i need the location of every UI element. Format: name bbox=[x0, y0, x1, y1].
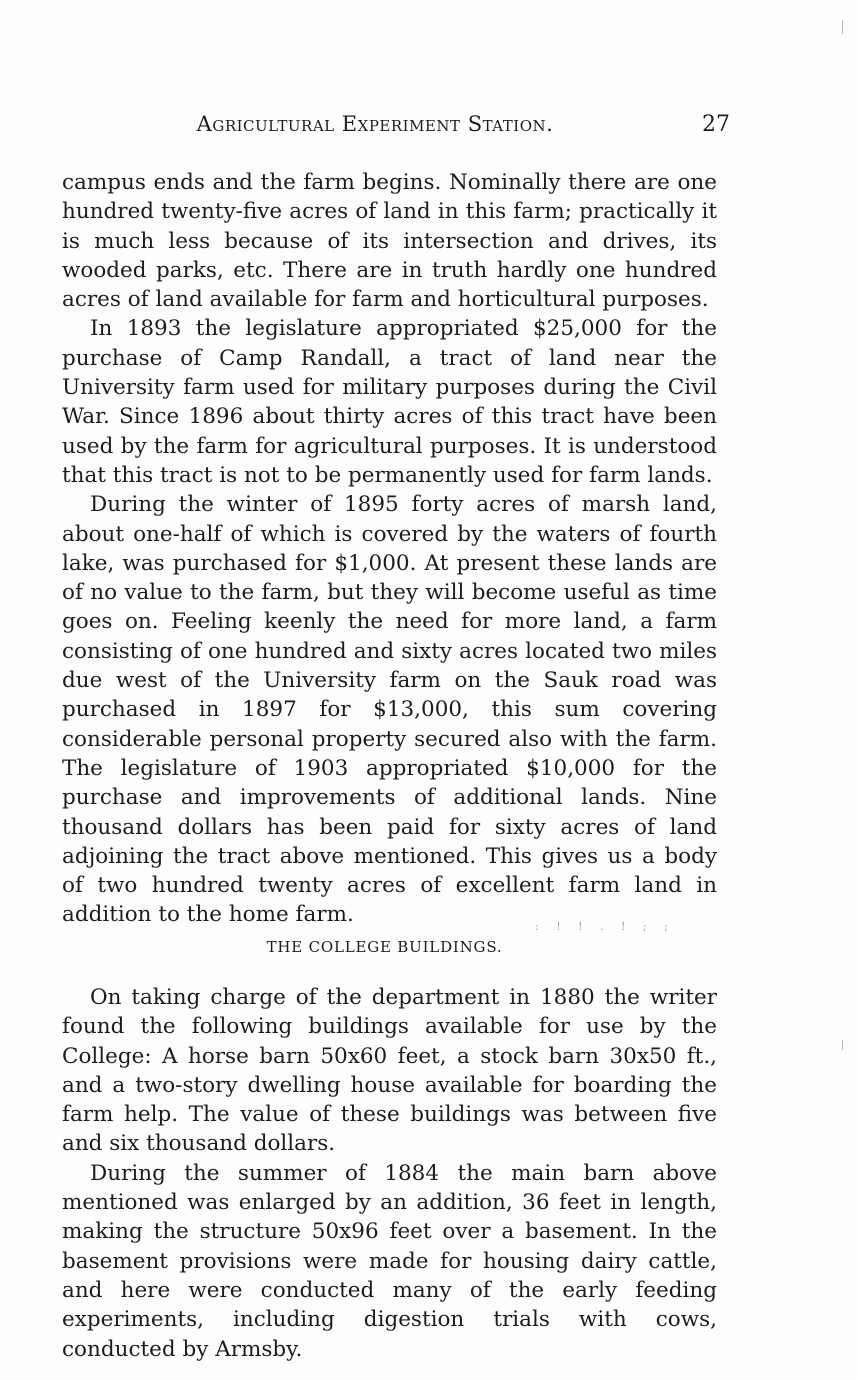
section-heading: THE COLLEGE BUILDINGS. bbox=[266, 938, 503, 956]
paragraph-marsh-land: During the winter of 1895 forty acres of marsh land, about one-half of which is covered by the waters of fourth lake, was purchased for $1,000. At present these lands are of no value to the farm, but they will become useful as time goes on. Feeling keenly the need for more land, a farm consisting of one hundred and sixty acres located two miles due west of the University farm on the Sauk road was purchased in 1897 for $13,000, this sum covering considerable personal property secured also with the farm. The legislature of 1903 appropriated $10,000 for the purchase and improvements of additional lands. Nine thousand dollars has been paid for sixty acres of land adjoining the tract above mentioned. This gives us a body of two hundred twenty acres of excellent farm land in addition to the home farm. bbox=[62, 492, 717, 928]
text-block-before-heading bbox=[62, 168, 717, 930]
running-header bbox=[60, 112, 730, 146]
scan-artifact: : ! ! . ! ; ; bbox=[535, 920, 675, 933]
scan-edge-mark bbox=[842, 1040, 843, 1050]
paragraph-camp-randall: In 1893 the legislature appropriated $25,000 for the purchase of Camp Randall, a tract of land near the University farm used for military purposes during the Civil War. Since 1896 about thirty acres of this tract have been used by the farm for agricultural purposes. It is understood that this tract is not to be permanently used for farm lands. bbox=[62, 316, 717, 488]
scan-edge-mark bbox=[842, 20, 843, 34]
paragraph-campus-continuation: campus ends and the farm begins. Nominally there are one hundred twenty-five acres of land in this farm; practically it is much less because of its intersection and drives, its wooded parks, etc. There are in truth hardly one hundred acres of land available for farm and horticultural purposes. bbox=[62, 170, 717, 313]
running-title: Agricultural Experiment Station. bbox=[196, 112, 554, 136]
text-block-after-heading bbox=[62, 983, 717, 1364]
paragraph-barn-1884: During the summer of 1884 the main barn above mentioned was enlarged by an addition, 36 feet in length, making the structure 50x96 feet over a basement. In the basement provisions were made for housing dairy cattle, and here were conducted many of the early feeding experiments, including digestion trials with cows, conducted by Armsby. bbox=[62, 1160, 717, 1362]
paragraph-buildings-1880: On taking charge of the department in 1880 the writer found the following buildings available for use by the College: A horse barn 50x60 feet, a stock barn 30x50 ft., and a two-story dwelling house available for boarding the farm help. The value of these buildings was between five and six thousand dollars. bbox=[62, 985, 717, 1157]
page-number: 27 bbox=[702, 112, 730, 137]
